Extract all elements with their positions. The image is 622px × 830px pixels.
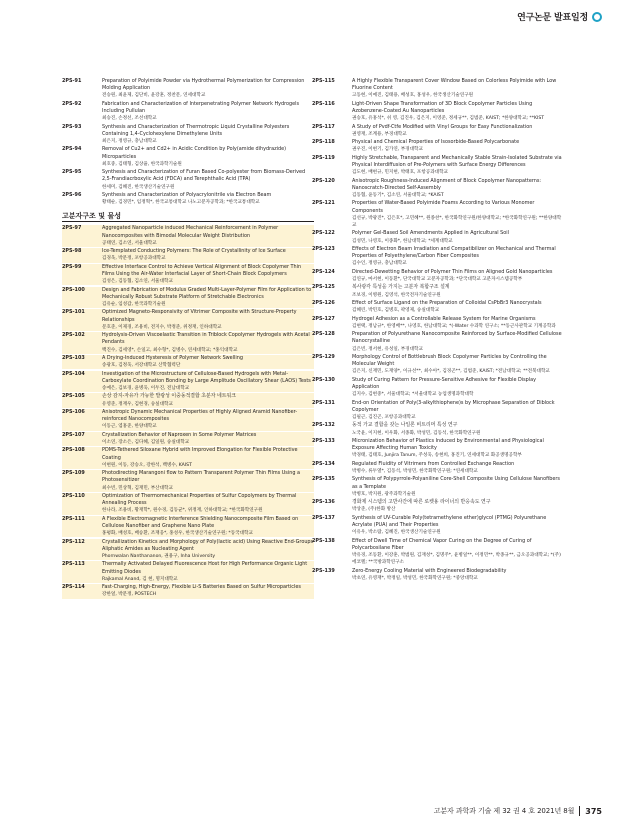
program-entry: [62, 493, 314, 515]
program-entry: [62, 225, 314, 247]
entry-body: [102, 371, 314, 393]
program-entry: [62, 169, 314, 191]
entry-body: [102, 309, 314, 331]
entry-title: Micronization Behavior of Plastics Induced by Environmental and Physiological Exposure Affecting Human Toxicity: [352, 437, 544, 452]
entry-title: Optimization of Thermomechanical Properties of Sulfur Copolymers by Thermal Annealing Process: [102, 492, 297, 507]
entry-authors: Rajkamal Anand, 김 현, 명지대학교: [102, 576, 178, 582]
entry-code: 2PS-92: [62, 100, 82, 107]
entry-authors: 강한얼, 박문정, POSTECH: [102, 592, 157, 598]
entry-body: [102, 192, 314, 206]
entry-authors: 권우진, 이현기, 김가연, 부경대학교: [352, 147, 423, 153]
entry-code: 2PS-105: [62, 393, 85, 400]
entry-code: 2PS-139: [312, 567, 335, 574]
entry-code: 2PS-110: [62, 492, 85, 499]
entry-body: [352, 101, 564, 123]
entry-body: [102, 264, 314, 286]
entry-code: 2PS-115: [312, 78, 335, 84]
program-entry: [62, 409, 314, 431]
entry-authors: 송예은, 김보경, 윤병욱, 이두진, 전남대학교: [102, 385, 190, 391]
entry-authors: 박병호, 박지원, 광주과학기술원: [352, 491, 416, 497]
program-entry: [312, 178, 564, 200]
entry-code: 2PS-103: [62, 354, 85, 361]
entry-code: 2PS-132: [312, 422, 335, 429]
entry-title: Highly Stretchable, Transparent and Mechanically Stable Strain-Isolated Substrate via Physical Interdiffusion of Pre-Polymers with Surface Energy Differences: [352, 154, 562, 168]
entry-authors: 김경욱, 박문정, 포항공과대학교: [102, 256, 166, 262]
program-entry: [62, 101, 314, 123]
entry-code: 2PS-99: [62, 263, 82, 270]
entry-title: Properties of Water-Based Polyimide Foams According to Various Monomer Components: [352, 200, 535, 214]
entry-authors: Phornwalan Nanthananon, 권용구, Inha University: [102, 553, 216, 559]
program-entry: [312, 316, 564, 330]
entry-code: 2PS-124: [312, 268, 335, 275]
entry-body: [352, 78, 564, 100]
entry-authors: 김선규, 박광진*, 김은호*, 고민혜**, 원종찬*, 한국화학연구원/한양대학교; *한국화학연구원; **한양대학교: [352, 215, 562, 228]
entry-authors: 김필근, 김진곤, 포항공과대학교: [352, 414, 416, 420]
entry-code: 2PS-97: [62, 225, 82, 232]
entry-code: 2PS-113: [62, 561, 85, 568]
entry-title: Zero-Energy Cooling Material with Engineered Biodegradability: [352, 567, 507, 574]
entry-title: Morphology Control of Bottlebrush Block Copolymer Particles by Controlling the Molecular Weight: [352, 353, 547, 368]
entry-title: 복사광각 특성을 가지는 고분자 복합구조 설계: [352, 284, 450, 291]
entry-authors: 이유우, 박소람, 김혜진, 한국생산기술연구원: [352, 530, 441, 536]
entry-code: 2PS-121: [312, 200, 335, 207]
entry-code: 2PS-126: [312, 299, 335, 306]
entry-title: Polymer Gel-Based Soil Amendments Applied in Agricultural Soil: [352, 230, 509, 237]
entry-code: 2PS-137: [312, 514, 335, 521]
entry-authors: 문호준, 이제경, 조용비, 전지수, 박정준, 위정재, 인하대학교: [102, 324, 222, 330]
entry-authors: 한나라, 조용비, 황재학*, 원수경, 김동균*, 위정재, 인하대학교; *한국화학연구원: [102, 508, 263, 514]
entry-title: 동적 가교 결합을 갖는 나일론 비트리머 특성 연구: [352, 422, 458, 429]
entry-body: [102, 169, 314, 191]
program-entry: [62, 332, 314, 354]
entry-body: [102, 225, 314, 247]
entry-title: Fast-Charging, High-Energy, Flexible Li-S Batteries Based on Sulfur Microparticles: [102, 584, 301, 591]
program-entry: [312, 284, 564, 298]
entry-body: [352, 476, 564, 498]
program-entry: [312, 538, 564, 567]
program-entry: [312, 139, 564, 153]
program-entry: [312, 200, 564, 229]
program-entry: [312, 331, 564, 353]
entry-authors: 백진수, 김세영*, 손일고, 최수형*, 김병수, 연세대학교; *홍익대학교: [102, 347, 238, 353]
program-entry: [62, 447, 314, 469]
entry-title: Hydrolysis-Driven Viscoelastic Transition in Triblock Copolymer Hydrogels with Acetal Pendants: [102, 332, 310, 346]
program-entry: [62, 516, 314, 538]
entry-title: Crystallization Behavior of Naproxen in Some Polymer Matrices: [102, 431, 257, 438]
program-entry: [312, 377, 564, 399]
program-entry: [312, 101, 564, 123]
footer-divider: [579, 806, 580, 816]
entry-title: Directed-Dewetting Behavior of Polymer Thin Films on Aligned Gold Nanoparticles: [352, 268, 553, 275]
entry-body: [102, 248, 314, 262]
entry-code: 2PS-130: [312, 376, 335, 383]
entry-code: 2PS-120: [312, 177, 335, 184]
entry-title: Preparation of Polyimide Powder via Hydrothermal Polymerization for Compression Molding Application: [102, 78, 305, 92]
entry-authors: 박초연, 유영재*, 박정일, 박성민, 한국화학연구원; *중앙대학교: [352, 575, 478, 581]
entry-title: Design and Fabrication of Modulus Graded Multi-Layer-Polymer Film for Application to Mechanically Robust Substrate Platform of Stretchable Electronics: [102, 286, 312, 300]
program-entry: [312, 78, 564, 100]
entry-body: [102, 539, 314, 561]
program-entry: [312, 300, 564, 314]
program-entry: [312, 499, 564, 513]
entry-code: 2PS-116: [312, 100, 335, 107]
entry-body: [352, 300, 564, 314]
section-title: 고분자구조 및 물성: [62, 212, 121, 221]
entry-body: [102, 516, 314, 538]
entry-code: 2PS-93: [62, 123, 82, 130]
program-entry: [62, 584, 314, 598]
entry-body: [102, 332, 314, 354]
program-entry: [62, 355, 314, 369]
entry-body: [352, 461, 564, 475]
entry-code: 2PS-119: [312, 154, 335, 161]
left-column: [62, 78, 314, 600]
program-entry: [312, 230, 564, 244]
entry-body: [102, 78, 314, 100]
entry-authors: 권영재, 조계용, 부경대학교: [352, 131, 407, 137]
entry-code: 2PS-109: [62, 470, 85, 477]
entry-body: [102, 101, 314, 123]
program-entry: [312, 354, 564, 376]
entry-body: [102, 584, 314, 598]
entry-authors: 박경태, 김태호, Junjira Tanum, 주성욱, 송현희, 홍진기, 연세대학교 화공생명공학부: [352, 453, 522, 459]
entry-authors: 이동근, 염홍준, 한양대학교: [102, 424, 157, 430]
entry-body: [352, 139, 564, 153]
entry-body: [352, 422, 564, 436]
entry-body: [102, 447, 314, 469]
program-entry: [312, 155, 564, 177]
entry-body: [352, 230, 564, 244]
program-entry: [312, 269, 564, 283]
entry-authors: 권승호, 유홍석*, 쉬 영, 김진우, 김은지, 이영준, 정세규**, 김범준, KAIST; *한양대학교; **KIST: [352, 116, 545, 122]
entry-title: Study of Curing Pattern for Pressure-Sensitive Adhesive for Flexible Display Application: [352, 376, 537, 390]
entry-body: [352, 438, 564, 460]
entry-code: 2PS-125: [312, 284, 335, 291]
entry-authors: 송광호, 김정욱, 서강대학교 산학협력단: [102, 363, 181, 369]
entry-body: [352, 568, 564, 582]
entry-authors: 박상준, (주)한화 방산: [352, 507, 396, 513]
entry-authors: 노국윤, 이지현, 이우화, 서종화, 박성민, 김동석, 한국화학연구원: [352, 430, 481, 436]
entry-body: [352, 124, 564, 138]
program-entry: [312, 476, 564, 498]
entry-authors: 김유순, 임성갑, 한국과학기술원: [102, 301, 166, 307]
page-number: 375: [585, 806, 602, 816]
entry-title: Anisotropic Roughness-Induced Alignment of Block Copolymer Nanopatterns: Nanoscratch-Directed Self-Assembly: [352, 177, 542, 191]
entry-body: [102, 146, 314, 168]
entry-body: [352, 400, 564, 422]
entry-title: Synthesis of Polypyrrole-Polyaniline Core-Shell Composite Using Cellulose Nanofibers as a Template: [352, 476, 560, 490]
entry-authors: 이소연, 장소은, 김다혜, 김일원, 숭실대학교: [102, 439, 190, 445]
program-entry: [62, 432, 314, 446]
entry-body: [352, 246, 564, 268]
entry-title: A Highly Flexible Transparent Cover Window Based on Colorless Polyimide with Low Fluorine Content: [352, 78, 557, 92]
entry-authors: 김연규, 마서현, 이동환*, 단국대학교 고분자공학과; *단국대학교 고분자시스템공학부: [352, 276, 523, 282]
program-entry: [62, 287, 314, 309]
program-entry: [62, 248, 314, 262]
entry-title: Synthesis of UV-Curable Poly(tetramethylene ether)glycol (PTMG) Polyurethane Acrylate (PUA) and Their Properties: [352, 514, 547, 528]
entry-code: 2PS-127: [312, 315, 335, 322]
page-header: [517, 10, 602, 23]
entry-code: 2PS-128: [312, 331, 335, 338]
entry-body: [352, 155, 564, 177]
entry-title: A Flexible Electromagnetic Interference Shielding Nanocomposite Film Based on Cellulose Nanofiber and Graphene Nano Plate: [102, 515, 299, 529]
right-list: [312, 78, 564, 582]
entry-body: [352, 316, 564, 330]
program-entry: [312, 124, 564, 138]
entry-code: 2PS-134: [312, 460, 335, 467]
entry-title: Synthesis and Characterization of Thermotropic Liquid Crystalline Polyesters Containing 1,4-Cyclohexylene Dimethylene Units: [102, 123, 290, 137]
entry-code: 2PS-108: [62, 447, 85, 454]
entry-title: Hydrogel Adhesion as a Controllable Release System for Marine Organisms: [352, 315, 536, 322]
entry-code: 2PS-123: [312, 245, 335, 252]
entry-authors: 최은지, 정영규, 충남대학교: [102, 139, 157, 144]
program-entry: [62, 393, 314, 407]
entry-title: End-on Orientation of Poly(3-alkylthiophene)s by Microphase Separation of Diblock Copolymer: [352, 399, 555, 413]
entry-title: Optimized Magneto-Responsivity of Vitrimer Composite with Structure-Property Relationships: [102, 309, 297, 323]
program-entry: [312, 568, 564, 582]
program-entry: [62, 264, 314, 286]
right-column: [312, 78, 564, 583]
entry-title: A Study of Pvdf-Ctfe Modified with Vinyl Groups for Easy Functionalization: [352, 123, 533, 130]
entry-body: [352, 284, 564, 298]
entry-code: 2PS-96: [62, 191, 82, 198]
program-entry: [62, 371, 314, 393]
entry-body: [102, 493, 314, 515]
program-entry: [62, 78, 314, 100]
entry-authors: 전승원, 최윤제, 김단비, 윤강훈, 정찬문, 연세대학교: [102, 93, 206, 99]
entry-code: 2PS-102: [62, 332, 85, 339]
entry-body: [352, 538, 564, 567]
entry-body: [352, 331, 564, 353]
entry-code: 2PS-91: [62, 78, 82, 84]
entry-authors: 김수인, 정영규, 충남대학교: [352, 261, 407, 267]
entry-body: [102, 561, 314, 583]
entry-title: Aggregated Nanoparticle induced Mechanical Reinforcement in Polymer Nanocomposites with Bimodal Molecular Weight Distribution: [102, 225, 279, 239]
entry-authors: 이현원, 이동, 강승오, 강한석, 백병수, KAIST: [102, 462, 192, 468]
header-title: 연구논문 발표일정: [517, 13, 588, 23]
entry-body: [102, 124, 314, 146]
entry-title: Physical and Chemical Properties of Isosorbide-Based Polycarbonate: [352, 139, 520, 146]
entry-title: Ice-Templated Conducting Polymers: The Role of Crystallinity of Ice Surface: [102, 248, 286, 255]
entry-body: [102, 287, 314, 309]
footer-journal: 고분자 과학과 기술 제 32 권 4 호 2021년 8월: [433, 807, 575, 815]
entry-code: 2PS-122: [312, 230, 335, 237]
entry-authors: 최승진, 손정선, 조선대학교: [102, 116, 157, 122]
program-entry: [62, 470, 314, 492]
entry-authors: 박병수, 류두열*, 김동석, 박성민, 한국화학연구원; *연세대학교: [352, 468, 478, 474]
left-bottom-list: [62, 225, 314, 598]
entry-title: PDMS-Tethered Siloxane Hybrid with Improved Elongation for Flexible Protective Coating: [102, 447, 298, 461]
entry-body: [102, 432, 314, 446]
entry-body: [352, 499, 564, 513]
entry-authors: 김성은, 김동협, 김소연, 서울대학교: [102, 279, 173, 285]
entry-title: Effect of Surface Ligand on the Preparation of Colloidal CsPbBr3 Nanocrystals: [352, 299, 542, 306]
entry-authors: 김은지, 신재민, 도재양*, 이규선**, 최수아*, 김경곤**, 김범준, KAIST; *전남대학교; **전북대학교: [352, 369, 550, 375]
entry-code: 2PS-131: [312, 399, 335, 406]
entry-authors: 최호중, 김태형, 김상율, 한국과학기술원: [102, 161, 182, 167]
entry-title: Effective Interface Control to Achieve Vertical Alignment of Block Copolymer Thin Films Using the Air-Water Interfacial Layer of Short-Chain Block Copolymers: [102, 263, 302, 277]
entry-code: 2PS-100: [62, 286, 85, 293]
entry-code: 2PS-106: [62, 408, 85, 415]
entry-code: 2PS-118: [312, 139, 335, 146]
entry-authors: 김현택, 정남규*, 한영배**, 나영호, 한남대학교; *(-Water 수과학 연구소; **동근사관학교 기계공학과: [352, 323, 556, 329]
entry-body: [102, 409, 314, 431]
entry-title: Preparation of Polyurethane Nanocomposite Reinforced by Surface-Modified Cellulose Nanocrystalline: [352, 331, 562, 345]
entry-title: Effect of Dwell Time of Chemical Vapor Curing on the Degree of Curing of Polycarbosilane Fiber: [352, 537, 532, 551]
entry-title: Synthesis and Characterization of Polyacrylonitrile via Electron Beam: [102, 191, 272, 198]
entry-code: 2PS-101: [62, 309, 85, 316]
entry-authors: 김혜린, 박민호, 김병호, 곽영제, 숭실대학교: [352, 308, 440, 314]
entry-authors: 한세미, 김혜진, 한국생산기술연구원: [102, 184, 175, 190]
entry-body: [352, 200, 564, 229]
entry-title: Photodirecting Marangoni flow to Pattern Transparent Polymer Thin Films Using a Photosensitizer: [102, 470, 300, 484]
left-top-list: [62, 78, 314, 206]
program-entry: [62, 124, 314, 146]
entry-code: 2PS-111: [62, 515, 85, 522]
entry-body: [352, 178, 564, 200]
program-entry: [62, 539, 314, 561]
entry-authors: 홍평화, 배성호, 배승환, 조재웅*, 홍성우, 한국생산기술연구원; *동국대학교: [102, 531, 253, 537]
entry-title: A Drying-Induced Hysteresis of Polymer Network Swelling: [102, 354, 243, 361]
entry-code: 2PS-104: [62, 370, 85, 377]
entry-title: Effects of Electron Beam Irradiation and Compatibilizer on Mechanical and Thermal Properties of Polyethylene/Carbon Fiber Composites: [352, 245, 556, 260]
entry-title: Thermally Activated Delayed Fluorescence Host for High Performance Organic Light Emitting Diodes: [102, 561, 308, 575]
entry-authors: 고동현, 이예진, 김태용, 배성호, 홍성우, 한국생산기술연구원: [352, 93, 474, 99]
entry-body: [352, 377, 564, 399]
program-entry: [62, 561, 314, 583]
entry-code: 2PS-138: [312, 537, 335, 544]
entry-body: [352, 515, 564, 537]
entry-authors: 최수빈, 민상혁, 김재민, 부산대학교: [102, 485, 173, 491]
entry-title: Light-Driven Shape Transformation of 3D Block Copolymer Particles Using Azobenzene-Coated Au Nanoparticles: [352, 100, 533, 114]
entry-body: [352, 354, 564, 376]
program-entry: [62, 192, 314, 206]
entry-title: Synthesis and Characterization of Furan Based Co-polyester from Biomass-Derived 2,5-Frandiacrboxylic Acid (FDCA) and Terephthalic Acid (TPA): [102, 169, 306, 183]
entry-code: 2PS-114: [62, 584, 85, 591]
entry-title: Investigation of the Microstructure of Cellulose-Based Hydrogels with Metal-Carboxylate Coordination Bonding by Large Amplitude Oscillatory Shear (LAOS) Tests: [102, 370, 311, 384]
entry-authors: 유영준, 정재우, 김현경, 숭실대학교: [102, 401, 173, 407]
section-heading: [62, 211, 314, 222]
entry-title: Fabrication and Characterization of Interpenetrating Polymer Network Hydrogels Including Pullulan: [102, 100, 300, 114]
entry-title: 손상 감지-자유가 가능한 발광성 이중동적결합 초분자 네트워크: [102, 393, 236, 400]
program-entry: [312, 461, 564, 475]
entry-authors: 김도현, 배현규, 민지현, 박태호, 포항공과대학교: [352, 170, 448, 176]
entry-authors: 김지수, 김현중*, 서울대학교; *서울대학교 농업생명과학대학: [352, 392, 474, 398]
program-entry: [312, 515, 564, 537]
entry-authors: 김은빈, 정서현, 유성일, 부경대학교: [352, 346, 423, 352]
entry-body: [102, 393, 314, 407]
entry-code: 2PS-107: [62, 431, 85, 438]
entry-code: 2PS-135: [312, 476, 335, 483]
page-footer: [434, 806, 602, 816]
entry-authors: 공태연, 김소연, 서울대학교: [102, 240, 157, 246]
entry-body: [102, 355, 314, 369]
entry-title: Crystallization Kinetics and Morphology of Poly(lactic acid) Using Reactive End-Groups Aliphatic Amides as Nucleating Agent: [102, 538, 314, 552]
entry-body: [352, 269, 564, 283]
entry-authors: 김동협, 윤동기*, 김소연, 서울대학교; *KAIST: [352, 192, 444, 198]
program-entry: [312, 246, 564, 268]
entry-code: 2PS-133: [312, 437, 335, 444]
program-entry: [312, 438, 564, 460]
entry-authors: 황태순, 김경민*, 임정혁*, 한국교통대학교 나노고분자공학과; *한국교통대학교: [102, 200, 260, 206]
entry-code: 2PS-95: [62, 169, 82, 176]
circle-bullet-icon: [592, 12, 602, 22]
entry-code: 2PS-94: [62, 146, 82, 153]
entry-authors: 박유경, 조동환, 이강훈, 박범원, 김재성*, 김명주*, 윤병일**, 이정민**, 박종규**, 금오공과대학교; *(주)에코렐; **국방과학연구소: [352, 552, 561, 566]
program-entry: [62, 309, 314, 331]
entry-title: 경화제 시스템의 고반사간에 따른 로켓용 라이너의 반응속도 연구: [352, 499, 491, 506]
section-rule: [62, 221, 314, 222]
entry-code: 2PS-112: [62, 538, 85, 545]
program-entry: [62, 146, 314, 168]
entry-title: Removal of Cu2+ and Cd2+ in Acidic Condition by Poly(amide dihydrazide) Microparticles: [102, 146, 287, 160]
entry-code: 2PS-117: [312, 123, 335, 130]
entry-code: 2PS-129: [312, 353, 335, 360]
program-entry: [312, 400, 564, 422]
entry-body: [102, 470, 314, 492]
entry-code: 2PS-136: [312, 499, 335, 506]
entry-authors: 조보경, 이병원, 김영석, 한국전자기술연구원: [352, 292, 441, 298]
entry-title: Anisotropic Dynamic Mechanical Properties of Highly Aligned Aramid Nanofiber-reinforced Nanocomposites: [102, 408, 298, 423]
program-entry: [312, 422, 564, 436]
entry-authors: 김성민, 나영호, 이종화*, 한남대학교; *세계대학교: [352, 238, 453, 244]
entry-title: Regulated Fluidity of Vitrimers from Controlled Exchange Reaction: [352, 460, 515, 467]
entry-code: 2PS-98: [62, 248, 82, 255]
